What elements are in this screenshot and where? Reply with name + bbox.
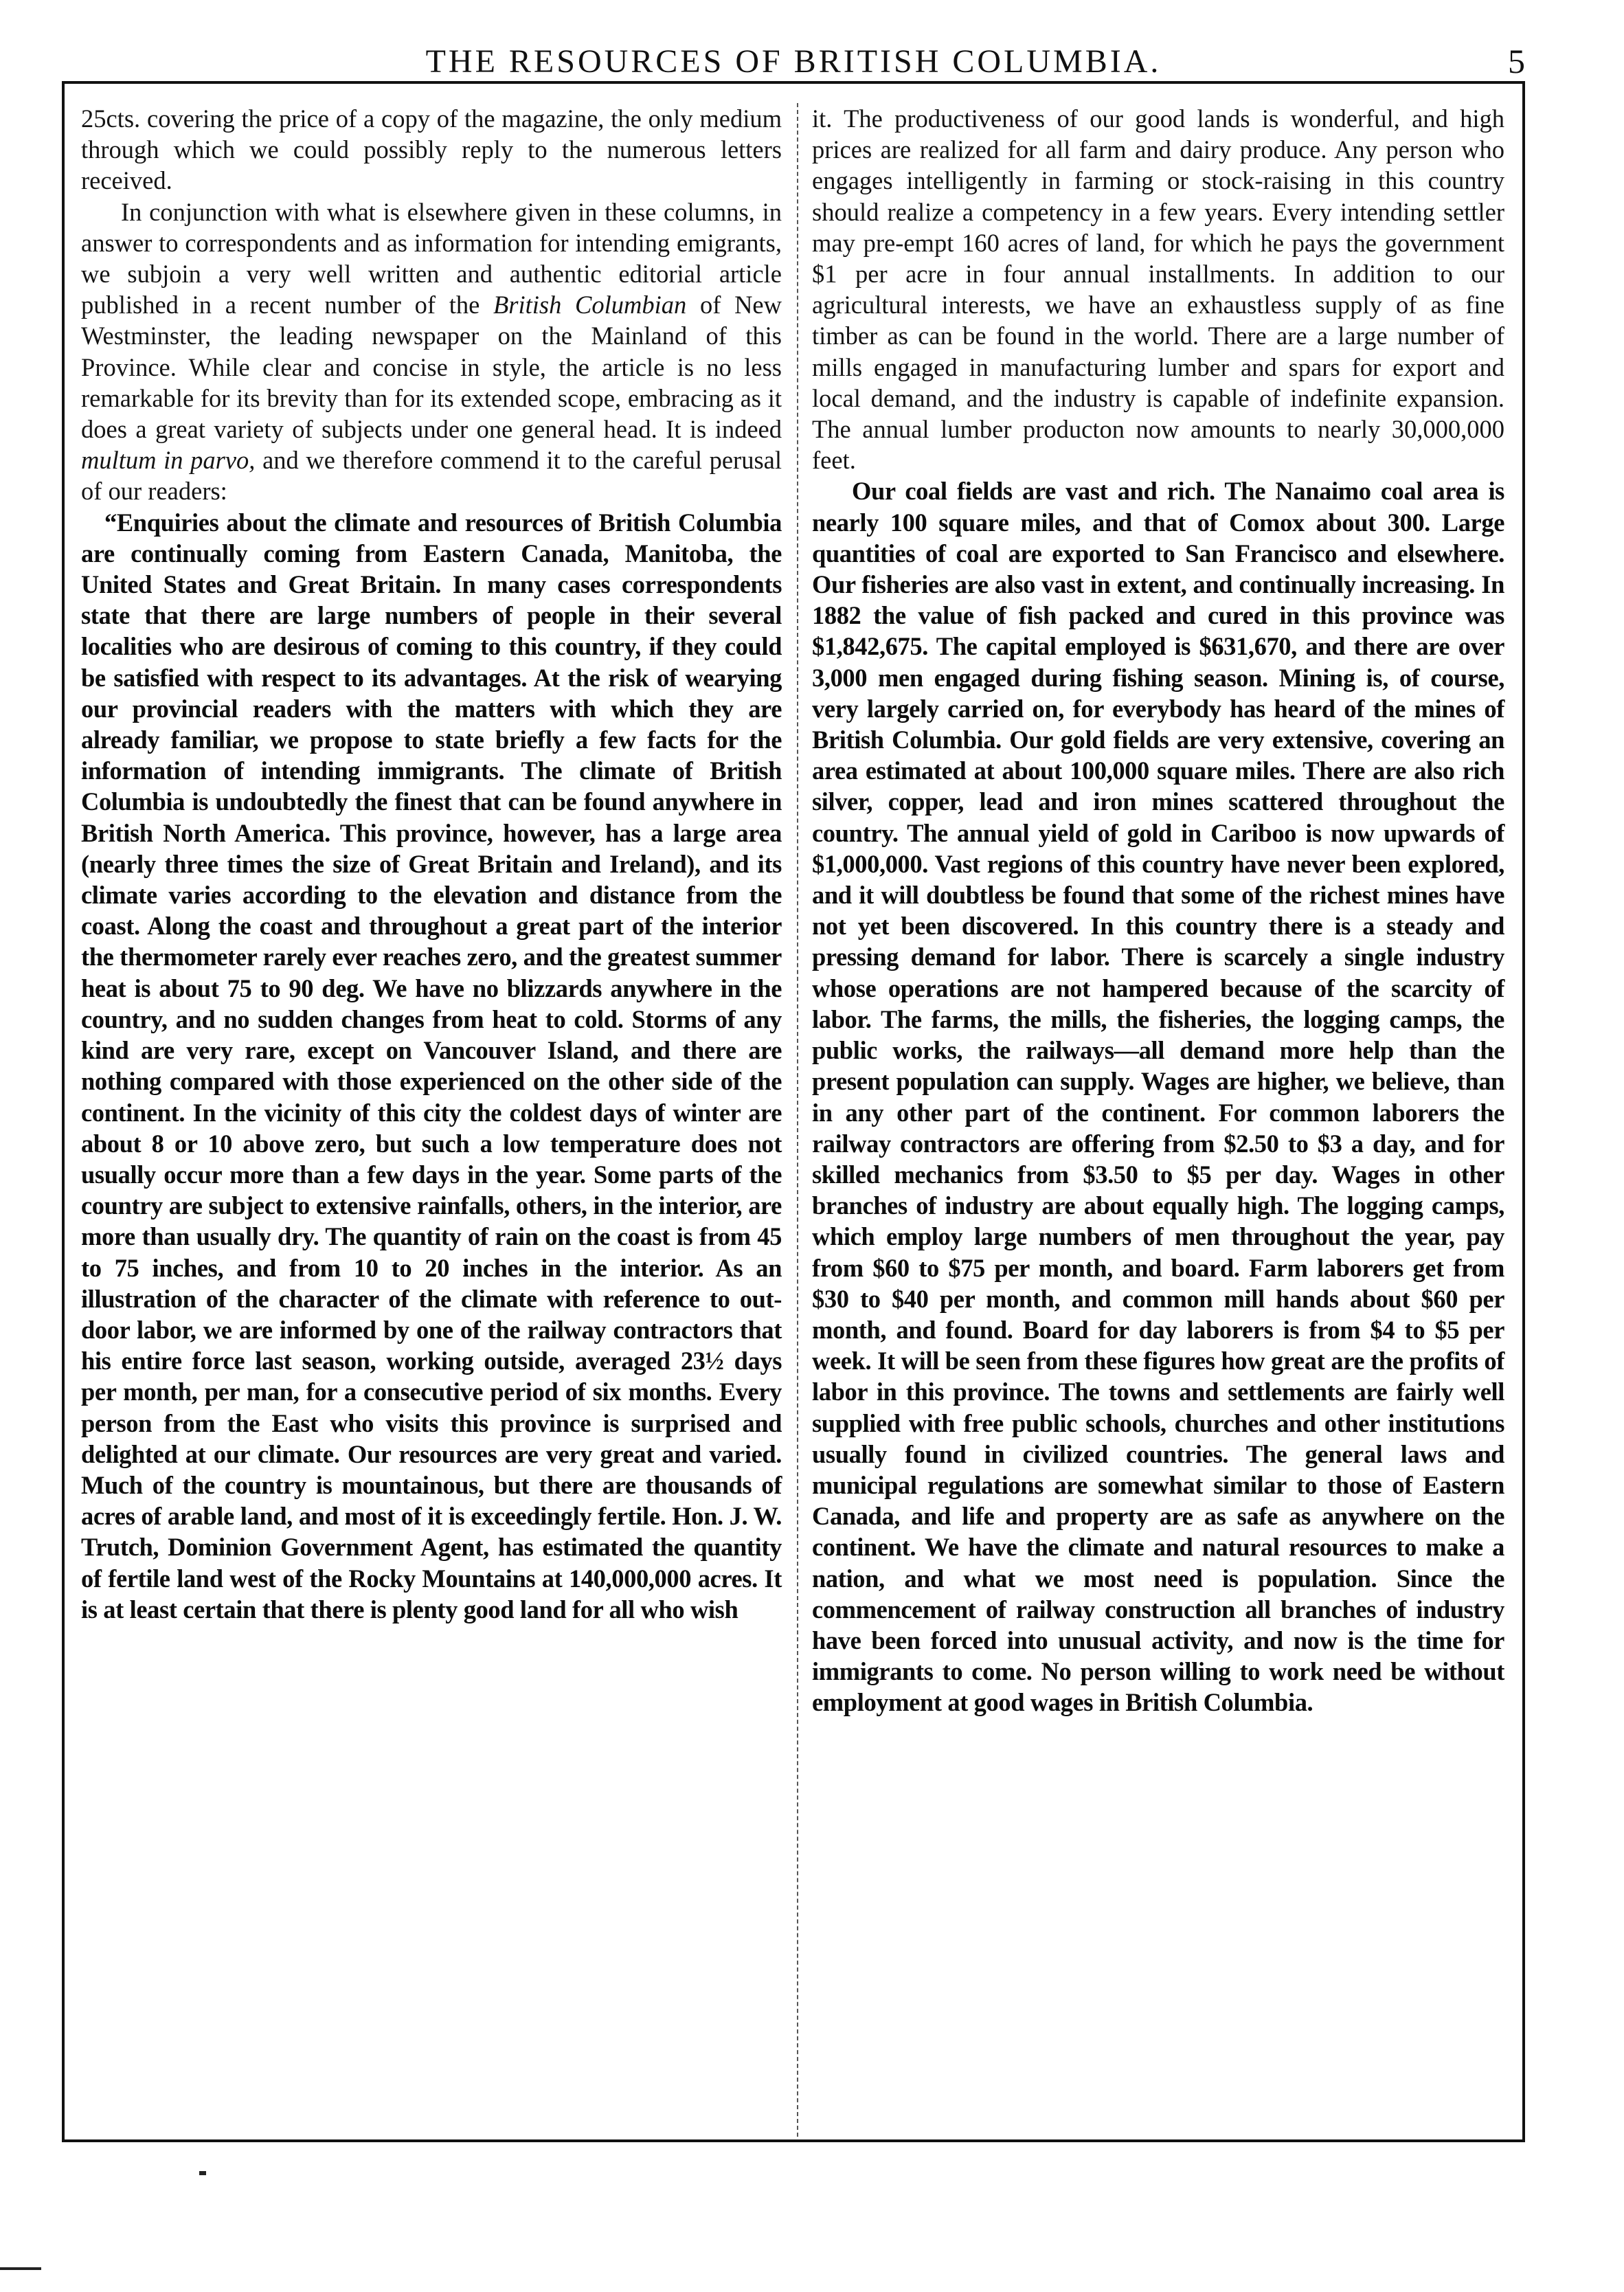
intro-paragraph: 25cts. covering the price of a copy of the magazine, the only medium through which we could possibly reply to the numerous letters received. (81, 104, 782, 195)
left-column (81, 103, 782, 2130)
resources-labor-paragraph: Our coal fields are vast and rich. The Nanaimo coal area is nearly 100 square miles, and that of Comox about 300. Large quantities of coal are exported to San Francisco and elsewhere. Our fisheries are also vast in extent, and continually increasing. In 1882 the value of fish packed and cured in this province was $1,842,675. The capital employed is $631,670, and there are over 3,000 men engaged during fishing season. Mining is, of course, very largely carried on, for everybody has heard of the mines of British Columbia. Our gold fields are very extensive, covering an area estimated at about 100,000 square miles. There are also rich silver, copper, lead and iron mines scattered throughout the country. The annual yield of gold in Cariboo is now upwards of $1,000,000. Vast regions of this country have never been explored, and it will doubtless be found that some of the richest mines have not yet been discovered. In this country there is a steady and pressing demand for labor. There is scarcely a single industry whose operations are not hampered because of the scarcity of labor. The farms, the mills, the fisheries, the logging camps, the public works, the railways—all demand more help than the present population can supply. Wages are higher, we believe, than in any other part of the continent. For common laborers the railway contractors are offering from $2.50 to $3 a day, and for skilled mechanics from $3.50 to $5 per day. Wages in other branches of industry are about equally high. The logging camps, which employ large numbers of men throughout the year, pay from $60 to $75 per month, and board. Farm laborers get from $30 to $40 per month, and common mill hands about $60 per month, and found. Board for day laborers is from $4 to $5 per week. It will be seen from these figures how great are the profits of labor in this province. The towns and settlements are fairly well supplied with free public schools, churches and other institutions usually found in civilized countries. The general laws and municipal regulations are somewhat similar to those of Eastern Canada, and life and property are as safe as anywhere on the continent. We have the climate and natural resources to make a nation, and what we most need is population. Since the commencement of railway construction all branches of industry have been forced into unusual activity, and now is the time for immigrants to come. No person willing to work need be without employment at good wages in British Columbia. (812, 477, 1504, 1717)
newspaper-name: British Columbian (493, 291, 687, 319)
agriculture-paragraph: it. The productiveness of our good lands is wonderful, and high prices are realized for all farm and dairy produce. Any person who engages intelligently in farming or stock-raising in this country should realize a competency in a few years. Every intending settler may pre-empt 160 acres of land, for which he pays the government $1 per acre in four annual installments. In addition to our agricultural interests, we have an exhaustless supply of as fine timber as can be found in the world. There are a large number of mills engaged in manufacturing lumber and spars for export and local demand, and the industry is capable of indefinite expansion. The annual lumber producton now amounts to nearly 30,000,000 feet. (812, 104, 1504, 475)
bottom-edge-rule (0, 2267, 41, 2270)
right-column (812, 103, 1504, 2130)
latin-phrase: multum in parvo, (81, 446, 256, 475)
running-title: THE RESOURCES OF BRITISH COLUMBIA. (425, 43, 1162, 80)
editorial-intro-paragraph (81, 196, 782, 507)
column-divider (797, 103, 800, 2137)
editorial-intro-text-1: In conjunction with what is elsewhere given in these columns, in answer to correspondents and as information for intending emigrants, we subjoin a very well written and authentic editorial article published in a recent number of the (81, 197, 782, 319)
quoted-article-paragraph: “Enquiries about the climate and resources of British Columbia are continually coming from Eastern Canada, Manitoba, the United States and Great Britain. In many cases correspondents state that there are large numbers of people in their several localities who are desirous of coming to this country, if they could be satisfied with respect to its advantages. At the risk of wearying our provincial readers with the matters with which they are already familiar, we propose to state briefly a few facts for the information of intending immigrants. The climate of British Columbia is undoubtedly the finest that can be found anywhere in British North America. This province, however, has a large area (nearly three times the size of Great Britain and Ireland), and its climate varies according to the elevation and distance from the coast. Along the coast and throughout a great part of the interior the thermometer rarely ever reaches zero, and the greatest summer heat is about 75 to 90 deg. We have no blizzards anywhere in the country, and no sudden changes from heat to cold. Storms of any kind are very rare, except on Vancouver Island, and there are nothing compared with those experienced on the other side of the continent. In the vicinity of this city the coldest days of winter are about 8 or 10 above zero, but such a low temperature does not usually occur more than a few days in the year. Some parts of the country are subject to extensive rainfalls, others, in the interior, are more than usually dry. The quantity of rain on the coast is from 45 to 75 inches, and from 10 to 20 inches in the interior. As an illustration of the character of the climate with reference to out-door labor, we are informed by one of the railway contractors that his entire force last season, working outside, averaged 23½ days per month, per man, for a consecutive period of six months. Every person from the East who visits this province is surprised and delighted at our climate. Our resources are very great and varied. Much of the country is mountainous, but there are thousands of acres of arable land, and most of it is exceedingly fertile. Hon. J. W. Trutch, Dominion Government Agent, has estimated the quantity of fertile land west of the Rocky Mountains at 140,000,000 acres. It is at least certain that there is plenty good land for all who wish (81, 508, 782, 1623)
editorial-intro-text-3: and we therefore commend it to the careful perusal of our readers: (81, 446, 782, 506)
print-speck (199, 2171, 206, 2175)
page-number: 5 (1508, 42, 1525, 80)
editorial-intro-text-2: of New Westminster, the leading newspaper on the Mainland of this Province. While clear and concise in style, the article is no less remarkable for its brevity than for its extended scope, embracing as it does a great variety of subjects under one general head. It is indeed (81, 291, 782, 444)
